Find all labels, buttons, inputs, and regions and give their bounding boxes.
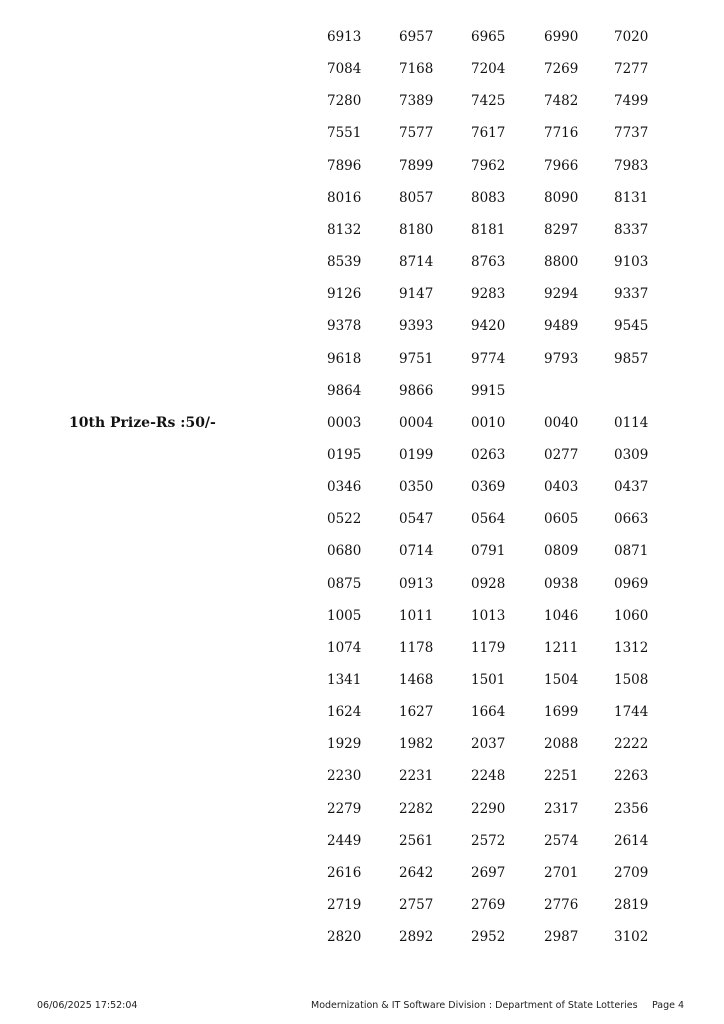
ticket-number: 0346 [327, 479, 362, 496]
ticket-number: 7737 [614, 125, 649, 142]
ticket-number: 0114 [614, 414, 649, 431]
ticket-number: 7899 [399, 157, 434, 174]
ticket-number: 6965 [471, 29, 506, 45]
ticket-number: 7269 [544, 61, 579, 78]
result-row [0, 735, 724, 767]
ticket-number: 2952 [471, 929, 506, 946]
ticket-number: 0969 [614, 575, 649, 592]
result-row [0, 575, 724, 607]
ticket-number: 1013 [471, 607, 506, 624]
ticket-number: 2614 [614, 832, 649, 849]
ticket-number: 2263 [614, 768, 649, 785]
ticket-number: 8297 [544, 221, 579, 238]
result-row [0, 767, 724, 799]
ticket-number: 1699 [544, 704, 579, 721]
ticket-number: 0040 [544, 414, 579, 431]
ticket-number: 9545 [614, 318, 649, 335]
ticket-number: 1504 [544, 672, 579, 688]
ticket-number: 9337 [614, 286, 649, 303]
result-row [0, 189, 724, 221]
ticket-number: 1178 [399, 639, 434, 656]
prize-label: 10th Prize-Rs :50/- [69, 414, 216, 431]
ticket-number: 0913 [399, 575, 434, 592]
ticket-number: 1211 [544, 639, 579, 656]
ticket-number: 7617 [471, 125, 506, 142]
ticket-number: 9915 [471, 382, 506, 399]
ticket-number: 2572 [471, 832, 506, 849]
ticket-number: 2279 [327, 800, 362, 817]
ticket-number: 6957 [399, 29, 434, 45]
ticket-number: 0680 [327, 543, 362, 560]
ticket-number: 0714 [399, 543, 434, 560]
ticket-number: 2574 [544, 832, 579, 849]
ticket-number: 1005 [327, 607, 362, 624]
ticket-number: 7020 [614, 29, 649, 45]
ticket-number: 2616 [327, 864, 362, 881]
ticket-number: 0004 [399, 414, 434, 431]
result-row [0, 157, 724, 189]
ticket-number: 2776 [544, 897, 579, 913]
ticket-number: 7896 [327, 157, 362, 174]
ticket-number: 9489 [544, 318, 579, 335]
ticket-number: 0938 [544, 575, 579, 592]
ticket-number: 7499 [614, 93, 649, 110]
ticket-number: 0437 [614, 479, 649, 496]
ticket-number: 8337 [614, 221, 649, 238]
result-row [0, 607, 724, 639]
ticket-number: 7204 [471, 61, 506, 78]
ticket-number: 2449 [327, 832, 362, 849]
ticket-number: 0195 [327, 446, 362, 463]
result-row [0, 542, 724, 574]
ticket-number: 7716 [544, 125, 579, 142]
ticket-number: 1627 [399, 704, 434, 721]
ticket-number: 2317 [544, 800, 579, 817]
result-row [0, 285, 724, 317]
ticket-number: 8132 [327, 221, 362, 238]
result-row [0, 896, 724, 928]
ticket-number: 8090 [544, 189, 579, 206]
result-row [0, 414, 724, 446]
ticket-number: 1508 [614, 672, 649, 688]
footer-page-number: Page 4 [652, 1000, 685, 1011]
ticket-number: 1060 [614, 607, 649, 624]
ticket-number: 0605 [544, 511, 579, 528]
result-row [0, 671, 724, 703]
footer-datetime: 06/06/2025 17:52:04 [37, 1000, 138, 1011]
result-row [0, 510, 724, 542]
ticket-number: 9283 [471, 286, 506, 303]
ticket-number: 9103 [614, 254, 649, 270]
ticket-number: 2561 [399, 832, 434, 849]
ticket-number: 2892 [399, 929, 434, 946]
ticket-number: 9751 [399, 350, 434, 367]
ticket-number: 0564 [471, 511, 506, 528]
ticket-number: 7168 [399, 61, 434, 78]
result-row [0, 92, 724, 124]
ticket-number: 8181 [471, 221, 506, 238]
ticket-number: 0010 [471, 414, 506, 431]
ticket-number: 2290 [471, 800, 506, 817]
result-row [0, 317, 724, 349]
ticket-number: 1468 [399, 672, 434, 688]
ticket-number: 3102 [614, 929, 649, 946]
result-row [0, 221, 724, 253]
result-row [0, 800, 724, 832]
ticket-number: 2719 [327, 897, 362, 913]
result-row [0, 382, 724, 414]
ticket-number: 8131 [614, 189, 649, 206]
ticket-number: 9420 [471, 318, 506, 335]
result-row [0, 124, 724, 156]
ticket-number: 1664 [471, 704, 506, 721]
ticket-number: 0928 [471, 575, 506, 592]
ticket-number: 0277 [544, 446, 579, 463]
ticket-number: 7983 [614, 157, 649, 174]
result-row [0, 253, 724, 285]
ticket-number: 2697 [471, 864, 506, 881]
result-row [0, 639, 724, 671]
ticket-number: 7551 [327, 125, 362, 142]
ticket-number: 0663 [614, 511, 649, 528]
ticket-number: 0875 [327, 575, 362, 592]
ticket-number: 9294 [544, 286, 579, 303]
ticket-number: 2088 [544, 736, 579, 753]
result-row [0, 28, 724, 60]
ticket-number: 2282 [399, 800, 434, 817]
ticket-number: 9774 [471, 350, 506, 367]
ticket-number: 1046 [544, 607, 579, 624]
ticket-number: 8800 [544, 254, 579, 270]
ticket-number: 8763 [471, 254, 506, 270]
ticket-number: 9793 [544, 350, 579, 367]
ticket-number: 1501 [471, 672, 506, 688]
ticket-number: 0369 [471, 479, 506, 496]
ticket-number: 0871 [614, 543, 649, 560]
ticket-number: 2819 [614, 897, 649, 913]
ticket-number: 7482 [544, 93, 579, 110]
ticket-number: 9147 [399, 286, 434, 303]
ticket-number: 0309 [614, 446, 649, 463]
result-row [0, 446, 724, 478]
ticket-number: 2820 [327, 929, 362, 946]
ticket-number: 1179 [471, 639, 506, 656]
ticket-number: 1341 [327, 672, 362, 688]
ticket-number: 2709 [614, 864, 649, 881]
footer-organization: Modernization & IT Software Division : Department of State Lotteries [311, 1000, 638, 1011]
ticket-number: 1929 [327, 736, 362, 753]
ticket-number: 6990 [544, 29, 579, 45]
ticket-number: 0522 [327, 511, 362, 528]
ticket-number: 1982 [399, 736, 434, 753]
ticket-number: 0350 [399, 479, 434, 496]
ticket-number: 8714 [399, 254, 434, 270]
ticket-number: 1011 [399, 607, 434, 624]
ticket-number: 9857 [614, 350, 649, 367]
ticket-number: 2230 [327, 768, 362, 785]
ticket-number: 0791 [471, 543, 506, 560]
ticket-number: 9864 [327, 382, 362, 399]
ticket-number: 1624 [327, 704, 362, 721]
ticket-number: 0263 [471, 446, 506, 463]
ticket-number: 1312 [614, 639, 649, 656]
ticket-number: 2642 [399, 864, 434, 881]
ticket-number: 8057 [399, 189, 434, 206]
ticket-number: 6913 [327, 29, 362, 45]
ticket-number: 2231 [399, 768, 434, 785]
ticket-number: 7389 [399, 93, 434, 110]
ticket-number: 9866 [399, 382, 434, 399]
result-row [0, 703, 724, 735]
ticket-number: 2248 [471, 768, 506, 785]
result-row [0, 60, 724, 92]
result-row [0, 832, 724, 864]
ticket-number: 2356 [614, 800, 649, 817]
ticket-number: 8539 [327, 254, 362, 270]
ticket-number: 9378 [327, 318, 362, 335]
ticket-number: 1744 [614, 704, 649, 721]
ticket-number: 7277 [614, 61, 649, 78]
ticket-number: 2769 [471, 897, 506, 913]
ticket-number: 0003 [327, 414, 362, 431]
ticket-number: 7966 [544, 157, 579, 174]
result-row [0, 478, 724, 510]
result-row [0, 350, 724, 382]
ticket-number: 9393 [399, 318, 434, 335]
ticket-number: 9126 [327, 286, 362, 303]
ticket-number: 0809 [544, 543, 579, 560]
result-row [0, 928, 724, 960]
ticket-number: 2222 [614, 736, 649, 753]
ticket-number: 2701 [544, 864, 579, 881]
ticket-number: 0403 [544, 479, 579, 496]
ticket-number: 7577 [399, 125, 434, 142]
ticket-number: 7280 [327, 93, 362, 110]
ticket-number: 2987 [544, 929, 579, 946]
ticket-number: 9618 [327, 350, 362, 367]
ticket-number: 7084 [327, 61, 362, 78]
ticket-number: 2251 [544, 768, 579, 785]
ticket-number: 2037 [471, 736, 506, 753]
ticket-number: 0199 [399, 446, 434, 463]
ticket-number: 8083 [471, 189, 506, 206]
ticket-number: 0547 [399, 511, 434, 528]
ticket-number: 1074 [327, 639, 362, 656]
ticket-number: 2757 [399, 897, 434, 913]
result-row [0, 864, 724, 896]
ticket-number: 7425 [471, 93, 506, 110]
ticket-number: 7962 [471, 157, 506, 174]
ticket-number: 8016 [327, 189, 362, 206]
ticket-number: 8180 [399, 221, 434, 238]
